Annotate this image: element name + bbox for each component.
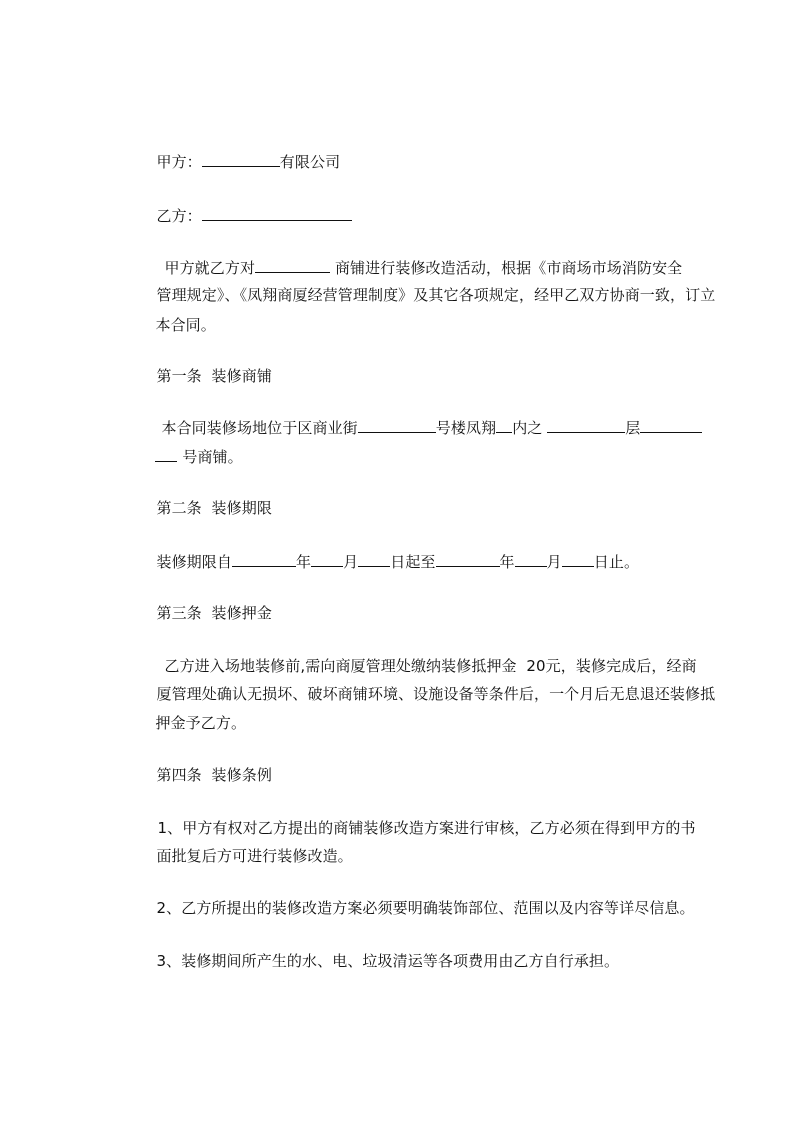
building-blank xyxy=(496,417,512,433)
intro-line-3-text: 本合同。 xyxy=(155,316,216,334)
start-year-blank xyxy=(232,551,296,567)
article-1-part-2: 号楼凤翔 xyxy=(435,419,497,437)
article-4-title-text: 第四条 装修条例 xyxy=(156,766,272,784)
period-from-label: 装修期限自 xyxy=(156,553,232,571)
article-3-title-text: 第三条 装修押金 xyxy=(156,604,272,622)
article-1-part-1: 本合同装修场地位于区商业街 xyxy=(161,419,358,437)
article-4-item-3-text: 3、装修期间所产生的水、电、垃圾清运等各项费用由乙方自行承担。 xyxy=(156,952,620,970)
article-4-item-2-text: 2、乙方所提出的装修改造方案必须要明确装饰部位、范围以及内容等详尽信息。 xyxy=(156,899,695,917)
start-day-label: 日起至 xyxy=(390,553,436,571)
article-4-title xyxy=(137,745,272,805)
end-day-label: 日止。 xyxy=(593,553,640,571)
shop-number-blank-b xyxy=(155,446,177,462)
party-b-name-blank xyxy=(202,205,352,221)
article-3-line-1-text: 乙方进入场地装修前,需向商厦管理处缴纳装修抵押金 20元，装修完成后，经商 xyxy=(164,657,697,675)
article-3-line-3 xyxy=(136,693,246,753)
article-1-part-4: 层 xyxy=(625,419,641,437)
party-a-suffix: 有限公司 xyxy=(279,153,341,171)
article-4-item-3 xyxy=(137,931,619,991)
article-4-item-1-text-a: 1、甲方有权对乙方提出的商铺装修改造方案进行审核，乙方必须在得到甲方的书 xyxy=(157,819,696,837)
end-month-label: 月 xyxy=(546,553,562,571)
party-a-label: 甲方： xyxy=(156,153,202,171)
article-4-item-2 xyxy=(137,878,695,938)
end-year-blank xyxy=(436,551,500,567)
start-month-blank xyxy=(311,551,343,567)
party-a-name-blank xyxy=(202,151,280,167)
floor-blank xyxy=(547,417,625,433)
article-1-part-3: 内之 xyxy=(512,419,548,437)
article-1-part-5: 号商铺。 xyxy=(177,448,243,466)
article-3-title xyxy=(137,583,272,643)
start-day-blank xyxy=(358,551,390,567)
article-1-title-text: 第一条 装修商铺 xyxy=(156,367,272,385)
article-2-title-text: 第二条 装修期限 xyxy=(156,499,272,517)
intro-line-2-text: 管理规定》、《凤翔商厦经营管理制度》及其它各项规定，经甲乙双方协商一致，订立 xyxy=(156,286,716,304)
article-3-line-3-text: 押金予乙方。 xyxy=(155,714,247,732)
end-day-blank xyxy=(562,551,594,567)
shop-number-blank-a xyxy=(640,417,702,433)
start-year-label: 年 xyxy=(296,553,312,571)
article-3-line-2-text: 厦管理处确认无损坏、破坏商铺环境、设施设备等条件后，一个月后无息退还装修抵 xyxy=(156,685,716,703)
party-b-label: 乙方： xyxy=(156,207,202,225)
party-a-line xyxy=(137,131,340,192)
intro-line-2 xyxy=(137,265,715,325)
intro-part-2: 商铺进行装修改造活动，根据《市商场市场消防安全 xyxy=(330,259,683,277)
start-month-label: 月 xyxy=(343,553,359,571)
article-4-item-1-line-2 xyxy=(137,826,353,886)
end-month-blank xyxy=(515,551,547,567)
street-number-blank xyxy=(358,417,436,433)
article-4-item-1-text-b: 面批复后方可进行装修改造。 xyxy=(156,847,353,865)
intro-part-1: 甲方就乙方对 xyxy=(164,259,256,277)
article-2-title xyxy=(137,478,272,538)
end-year-label: 年 xyxy=(499,553,515,571)
